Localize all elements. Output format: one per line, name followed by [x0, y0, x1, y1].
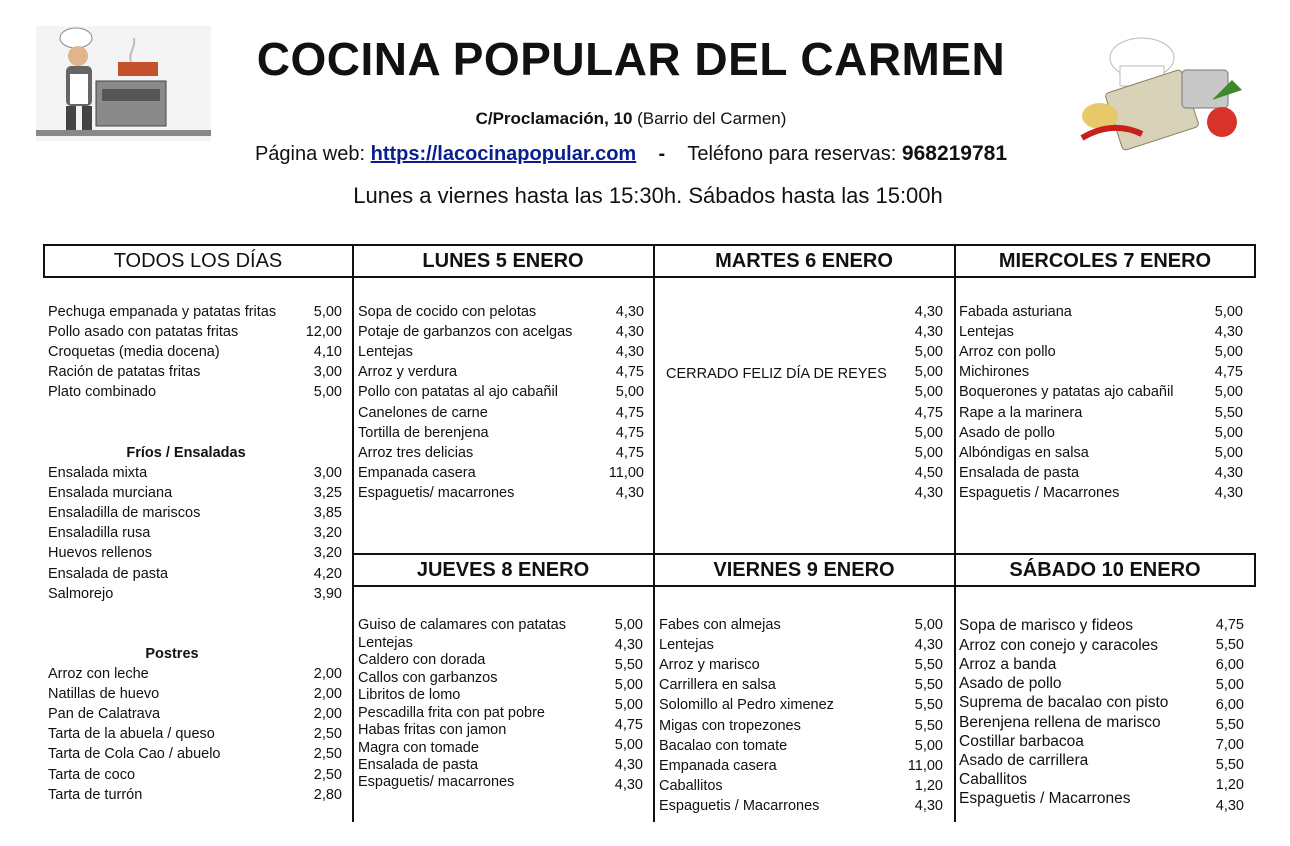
- menu-item-name: Pescadilla frita con pat pobre: [358, 705, 545, 721]
- menu-item-price: 5,50: [914, 717, 943, 734]
- menu-item: [48, 362, 342, 382]
- menu-item: [358, 483, 644, 503]
- menu-item-price: 4,75: [1214, 364, 1243, 381]
- menu-item-name: Potaje de garbanzos con acelgas: [358, 324, 573, 341]
- menu-item-price: 5,50: [1215, 717, 1244, 733]
- menu-item-price: 6,00: [1215, 697, 1244, 713]
- menu-item-price: 4,30: [615, 344, 644, 361]
- phone-number: 968219781: [901, 142, 1008, 165]
- header-jueves: JUEVES 8 ENERO: [416, 558, 590, 581]
- menu-item-price: 5,50: [614, 657, 643, 673]
- menu-item-price: 4,75: [914, 404, 943, 421]
- menu-item: [660, 362, 943, 382]
- menu-item-name: Arroz a banda: [959, 656, 1057, 673]
- menu-item-price: 7,00: [1215, 737, 1244, 753]
- menu-item-name: Arroz con leche: [48, 666, 149, 682]
- menu-item: [659, 756, 943, 776]
- menu-item-price: 11,00: [608, 464, 644, 481]
- menu-item-name: Fabes con almejas: [659, 617, 781, 633]
- menu-item-price: 1,20: [914, 777, 943, 794]
- menu-item-price: 1,20: [1215, 777, 1244, 793]
- menu-item: [358, 403, 644, 423]
- menu-item-price: 5,50: [914, 677, 943, 694]
- menu-item: [48, 564, 342, 584]
- menu-item: [959, 423, 1243, 443]
- menu-item-price: 4,30: [615, 304, 644, 320]
- menu-item-name: Ración de patatas fritas: [48, 364, 201, 381]
- menu-item: [48, 684, 342, 704]
- menu-item: [959, 382, 1243, 402]
- menu-item: [660, 342, 943, 362]
- header-viernes: VIERNES 9 ENERO: [713, 558, 895, 581]
- menu-item: [660, 302, 943, 322]
- menu-item-name: Espaguetis/ macarrones: [358, 774, 515, 790]
- header-lunes: LUNES 5 ENERO: [422, 249, 584, 272]
- menu-item-name: Pan de Calatrava: [48, 706, 161, 723]
- menu-item-name: Tarta de la abuela / queso: [48, 726, 215, 743]
- menu-item: [659, 635, 943, 655]
- menu-item-price: 5,00: [914, 444, 943, 461]
- menu-item-price: 12,00: [305, 324, 342, 341]
- menu-item: [48, 543, 342, 563]
- menu-item-price: 4,75: [614, 717, 643, 733]
- menu-item-name: Espaguetis / Macarrones: [959, 484, 1120, 501]
- menu-item: [48, 503, 342, 523]
- menu-item-name: Michirones: [959, 364, 1030, 381]
- menu-item: [358, 382, 644, 402]
- menu-item: [660, 483, 943, 503]
- menu-item-name: Lentejas: [659, 637, 714, 654]
- menu-item-price: 4,30: [914, 797, 943, 814]
- menu-item: [48, 342, 342, 362]
- menu-item-price: 4,30: [914, 324, 943, 341]
- menu-item: [48, 744, 342, 764]
- menu-item-name: Pollo asado con patatas fritas: [48, 324, 239, 341]
- menu-item: [959, 302, 1243, 322]
- menu-item-price: 2,00: [313, 686, 342, 703]
- menu-item-price: 5,00: [1214, 344, 1243, 361]
- menu-item-price: 3,85: [313, 505, 342, 522]
- menu-item-price: 4,30: [914, 484, 943, 501]
- menu-item-name: Natillas de huevo: [48, 686, 160, 703]
- menu-item: [48, 302, 342, 322]
- menu-item: [48, 765, 342, 785]
- menu-item-price: 3,20: [313, 525, 342, 542]
- menu-item-name: Callos con garbanzos: [358, 670, 498, 686]
- menu-item-price: 4,30: [1214, 464, 1243, 481]
- menu-item-price: 2,50: [313, 766, 342, 783]
- address-neighborhood: (Barrio del Carmen): [632, 109, 787, 128]
- menu-item-name: Libritos de lomo: [358, 687, 461, 703]
- menu-item: [358, 443, 644, 463]
- menu-item: [659, 736, 943, 756]
- address-street: C/Proclamación, 10: [475, 109, 633, 128]
- menu-item-price: 5,00: [914, 737, 943, 754]
- menu-item: [659, 695, 943, 715]
- menu-item-name: Huevos rellenos: [48, 545, 152, 562]
- menu-item-name: Suprema de bacalao con pisto: [959, 694, 1169, 711]
- menu-item: [358, 463, 644, 483]
- menu-item: [660, 403, 943, 423]
- menu-item: [659, 716, 943, 736]
- menu-item-price: 5,00: [614, 617, 643, 633]
- menu-item: [959, 322, 1243, 342]
- menu-item-price: 4,30: [615, 484, 644, 501]
- menu-item-price: 4,30: [614, 777, 643, 793]
- menu-item-price: 2,50: [313, 726, 342, 743]
- menu-item-name: Tortilla de berenjena: [358, 424, 489, 441]
- menu-item-price: 4,75: [615, 444, 644, 461]
- menu-item-price: 5,00: [1214, 444, 1243, 461]
- header-todos: TODOS LOS DÍAS: [113, 249, 283, 272]
- menu-item: [959, 483, 1243, 503]
- menu-item-name: Ensaladilla rusa: [48, 525, 151, 542]
- menu-item-name: Sopa de cocido con pelotas: [358, 304, 537, 320]
- menu-item-price: 4,30: [1215, 798, 1244, 814]
- menu-item-price: 2,50: [313, 746, 342, 763]
- menu-item-price: 5,00: [614, 697, 643, 713]
- menu-item-name: Sopa de marisco y fideos: [959, 617, 1134, 634]
- menu-item-name: Ensalada murciana: [48, 485, 173, 502]
- menu-item: [48, 584, 342, 604]
- menu-item-name: Boquerones y patatas ajo cabañil: [959, 384, 1174, 401]
- web-label: Página web:: [254, 143, 371, 165]
- menu-item-price: 5,00: [1214, 384, 1243, 401]
- menu-item-price: 3,90: [313, 585, 342, 602]
- menu-item-name: Asado de pollo: [959, 675, 1062, 692]
- menu-item-price: 4,50: [914, 464, 943, 481]
- menu-item-price: 3,00: [313, 465, 342, 481]
- menu-item: [48, 483, 342, 503]
- menu-item-name: Tarta de coco: [48, 766, 136, 783]
- menu-item: [659, 796, 943, 816]
- menu-item-price: 4,30: [914, 304, 943, 320]
- menu-item: [959, 342, 1243, 362]
- menu-item-name: Lentejas: [358, 344, 413, 361]
- header-sabado: SÁBADO 10 ENERO: [1009, 558, 1201, 581]
- menu-item-price: 5,00: [914, 384, 943, 401]
- address: [0, 109, 1262, 129]
- postres-title: Postres: [145, 646, 199, 662]
- menu-item: [48, 322, 342, 342]
- menu-item-price: 5,50: [914, 697, 943, 714]
- menu-item-price: 3,25: [313, 485, 342, 502]
- contact-line: [0, 142, 1262, 166]
- menu-item-price: 5,00: [615, 384, 644, 401]
- header-miercoles: MIERCOLES 7 ENERO: [998, 249, 1212, 272]
- menu-item-price: 5,00: [614, 677, 643, 693]
- menu-item-name: Espaguetis / Macarrones: [659, 797, 820, 814]
- menu-item-price: 2,80: [313, 786, 342, 803]
- menu-item: [959, 403, 1243, 423]
- menu-item-price: 11,00: [907, 757, 943, 774]
- menu-item-price: 4,30: [1214, 484, 1243, 501]
- menu-item-price: 4,30: [614, 757, 643, 773]
- menu-item-price: 5,00: [1214, 424, 1243, 441]
- menu-item: [48, 523, 342, 543]
- menu-item-name: Asado de carrillera: [959, 752, 1089, 769]
- menu-item: [358, 362, 644, 382]
- menu-item-price: 5,00: [1215, 677, 1244, 693]
- divider-2: [653, 244, 655, 822]
- menu-item-name: Ensalada de pasta: [48, 565, 169, 582]
- menu-item-price: 4,75: [1215, 617, 1244, 633]
- divider-1: [352, 244, 354, 822]
- menu-item-name: Albóndigas en salsa: [959, 444, 1089, 461]
- menu-item-name: Migas con tropezones: [659, 717, 801, 734]
- menu-item-price: 4,30: [1214, 324, 1243, 341]
- menu-item-name: Pechuga empanada y patatas fritas: [48, 304, 277, 320]
- menu-item-name: Empanada casera: [358, 464, 476, 481]
- menu-item: [660, 443, 943, 463]
- menu-item-price: 5,50: [1215, 757, 1244, 773]
- menu-item-name: Arroz tres delicias: [358, 444, 474, 461]
- menu-item: [358, 423, 644, 443]
- menu-item-name: Ensalada de pasta: [959, 464, 1080, 481]
- menu-item-name: Asado de pollo: [959, 424, 1055, 441]
- menu-item-name: Arroz y marisco: [659, 657, 760, 674]
- menu-item-name: Ensalada de pasta: [358, 757, 479, 773]
- menu-item-name: Empanada casera: [659, 757, 777, 774]
- menu-item-name: Tarta de turrón: [48, 786, 143, 803]
- menu-item-name: Rape a la marinera: [959, 404, 1083, 421]
- menu-item-name: Plato combinado: [48, 384, 157, 401]
- menu-item-name: Canelones de carne: [358, 404, 488, 421]
- menu-item: [659, 776, 943, 796]
- menu-item-price: 5,00: [914, 424, 943, 441]
- menu-item: [48, 724, 342, 744]
- menu-item: [48, 382, 342, 402]
- menu-item: [48, 704, 342, 724]
- menu-item-name: Bacalao con tomate: [659, 737, 788, 754]
- menu-item-name: Salmorejo: [48, 585, 114, 602]
- menu-item-name: Costillar barbacoa: [959, 733, 1084, 750]
- menu-item-name: Ensaladilla de mariscos: [48, 505, 201, 522]
- menu-item: [959, 443, 1243, 463]
- frios-title: Fríos / Ensaladas: [126, 445, 246, 461]
- opening-hours: Lunes a viernes hasta las 15:30h. Sábados hasta las 15:00h: [353, 183, 943, 208]
- menu-item-name: Pollo con patatas al ajo cabañil: [358, 384, 558, 401]
- closed-note: CERRADO FELIZ DÍA DE REYES: [666, 366, 887, 382]
- menu-item: [659, 675, 943, 695]
- menu-item: [358, 302, 644, 322]
- menu-item: [48, 463, 342, 483]
- menu-item-name: Tarta de Cola Cao / abuelo: [48, 746, 221, 763]
- menu-item-price: 5,50: [1215, 637, 1244, 653]
- menu-item-price: 5,00: [313, 304, 342, 320]
- menu-item-name: Espaguetis/ macarrones: [358, 484, 515, 501]
- web-link[interactable]: https://lacocinapopular.com: [370, 143, 637, 165]
- menu-item-price: 4,30: [615, 324, 644, 341]
- menu-item-price: 5,00: [1214, 304, 1243, 320]
- menu-item: [660, 423, 943, 443]
- menu-item: [959, 463, 1243, 483]
- menu-item-name: Arroz con pollo: [959, 344, 1056, 361]
- chef-hat-cookbook-icon: [1072, 30, 1252, 155]
- menu-item-price: 4,75: [615, 404, 644, 421]
- menu-item-price: 5,00: [914, 617, 943, 633]
- menu-item-price: 2,00: [313, 666, 342, 682]
- menu-item-price: 5,00: [914, 364, 943, 381]
- menu-item-price: 5,50: [1214, 404, 1243, 421]
- menu-item-name: Ensalada mixta: [48, 465, 148, 481]
- page-title: COCINA POPULAR DEL CARMEN: [256, 33, 1006, 85]
- menu-item-name: Carrillera en salsa: [659, 677, 776, 694]
- menu-item-name: Magra con tomade: [358, 740, 479, 756]
- menu-item-name: Arroz con conejo y caracoles: [959, 637, 1159, 654]
- menu-item: [358, 342, 644, 362]
- menu-item-name: Fabada asturiana: [959, 304, 1072, 320]
- menu-item-price: 4,10: [313, 344, 342, 361]
- menu-item-price: 4,30: [914, 637, 943, 654]
- menu-item-price: 5,00: [614, 737, 643, 753]
- menu-item: [660, 322, 943, 342]
- menu-item-price: 4,30: [614, 637, 643, 653]
- menu-item-name: Berenjena rellena de marisco: [959, 714, 1161, 731]
- menu-item: [48, 785, 342, 805]
- menu-item-name: Lentejas: [959, 324, 1014, 341]
- menu-item: [660, 382, 943, 402]
- menu-item-price: 3,00: [313, 364, 342, 381]
- menu-item: [659, 655, 943, 675]
- menu-item-name: Caballitos: [659, 777, 723, 794]
- menu-item-price: 6,00: [1215, 657, 1244, 673]
- menu-item-price: 3,20: [313, 545, 342, 562]
- menu-item-name: Habas fritas con jamon: [358, 722, 507, 738]
- menu-item-price: 5,00: [313, 384, 342, 401]
- header-martes: MARTES 6 ENERO: [715, 249, 893, 272]
- menu-item-name: Caldero con dorada: [358, 652, 486, 668]
- menu-item: [959, 362, 1243, 382]
- menu-item: [48, 664, 342, 684]
- menu-item-name: Lentejas: [358, 635, 413, 651]
- separator: -: [652, 143, 671, 165]
- menu-item-name: Croquetas (media docena): [48, 344, 220, 361]
- menu-item-price: 4,75: [615, 424, 644, 441]
- menu-item-name: Guiso de calamares con patatas: [358, 617, 566, 633]
- menu-item-price: 4,75: [615, 364, 644, 381]
- menu-item-name: Solomillo al Pedro ximenez: [659, 697, 834, 714]
- menu-item: [660, 463, 943, 483]
- menu-item-price: 5,00: [914, 344, 943, 361]
- menu-item: [659, 615, 943, 635]
- menu-item-name: Espaguetis / Macarrones: [959, 790, 1131, 807]
- phone-label: Teléfono para reservas:: [687, 143, 902, 165]
- menu-item-name: Arroz y verdura: [358, 364, 458, 381]
- menu-item-name: Caballitos: [959, 771, 1028, 788]
- menu-item-price: 5,50: [914, 657, 943, 674]
- menu-item: [358, 322, 644, 342]
- menu-item-price: 4,20: [313, 565, 342, 582]
- divider-3: [954, 244, 956, 822]
- menu-item-price: 2,00: [313, 706, 342, 723]
